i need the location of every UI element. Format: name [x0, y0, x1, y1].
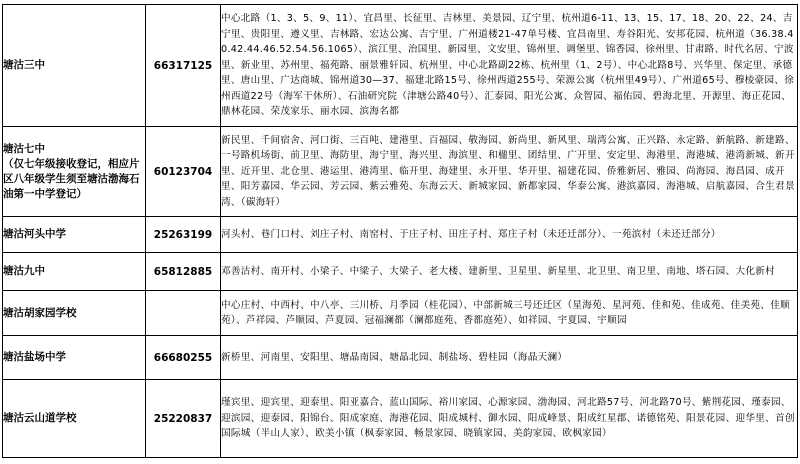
table-row	[3, 336, 798, 380]
phone-cell	[146, 291, 221, 336]
table-row	[3, 127, 798, 217]
table-row	[3, 253, 798, 291]
area-cell: 中心庄村、中西村、中八亭、三川桥、月季园（桂花园）、中部新城三号还迁区（星海苑、星河苑、佳和苑、佳成苑、佳美苑、佳顺苑）、芦祥园、芦顺园、芦夏园、冠福澜都（澜都庭苑、香都庭苑）、如祥园、宇夏园、宇顺园	[221, 291, 798, 336]
area-cell: 中心北路（1、3、5、9、11）、宜昌里、长征里、吉林里、美景园、辽宁里、杭州道6-11、13、15、17、18、20、22、24、吉宁里、贵阳里、遵义里、吉林路、宏达公寓、吉宁里、广州道楼21-47单号楼、宜昌南里、寿谷阳光、安邦花园、杭州道（36.38.40.42.44.46.52.54.56.1065）、滨江里、治国里、新园里、文安里、锦州里、调堡里、锦香园、徐州里、甘肃路、时代名居、宁波里、新业里、苏州里、福苑路、丽景雅轩园、杭州里、中心北路副22栋、杭州里（1、2号）、中心北路8号、兴华里、保定里、承德里、唐山里、广达商城、锦州道30—37、福建北路15号、徐州西道255号、荣源公寓（杭州里49号）、广州道65号、穆棱豪园、徐州西道22号（海军干休所）、石油研究院（津塘公路40号）、汇泰园、阳光公寓、众智园、福佑园、碧海北里、开源里、海正花园、鼎林花园、荣茂家乐、丽水园、滨海名都	[221, 5, 798, 127]
area-cell: 瑾宾里、迎宾里、迎泰里、阳亚嘉合、蓝山国际、裕川家园、心源家园、渤海园、河北路57号、河北路70号、紫荆花园、瑾泰园、迎滨园、迎泰园、阳锦台、阳成家庭、海港花园、阳成城村、御水园、阳成峰景、阳成红星郡、诺德铭苑、阳景花园、迎华里、首创国际城（半山人家）、欧美小镇（枫泰家园、畅景家园、晓镇家园、美韵家园、欧枫家园）	[221, 380, 798, 458]
table-row	[3, 5, 798, 127]
phone-cell: 25220837	[146, 380, 221, 458]
school-name-cell: 塘沽云山道学校	[3, 380, 146, 458]
phone-cell: 60123704	[146, 127, 221, 217]
school-name-cell: 塘沽九中	[3, 253, 146, 291]
school-name-cell: 塘沽河头中学	[3, 217, 146, 253]
school-name-cell: 塘沽胡家园学校	[3, 291, 146, 336]
school-name-cell	[3, 127, 146, 217]
table-row	[3, 380, 798, 458]
table-row	[3, 291, 798, 336]
phone-cell: 25263199	[146, 217, 221, 253]
school-name-cell: 塘沽三中	[3, 5, 146, 127]
school-name-cell: 塘沽盐场中学	[3, 336, 146, 380]
school-name: 塘沽七中 （仅七年级接收登记，相应片区八年级学生须至塘沽渤海石油第一中学登记）	[3, 142, 140, 200]
area-cell: 邓善沽村、南开村、小梁子、中梁子、大梁子、老大楼、建新里、卫星里、新星里、北卫里、南卫里、南地、塔石园、大化新村	[221, 253, 798, 291]
phone-cell: 66680255	[146, 336, 221, 380]
district-table	[2, 4, 798, 458]
phone-cell: 66317125	[146, 5, 221, 127]
area-cell: 河头村、巷门口村、刘庄子村、南窑村、于庄子村、田庄子村、郑庄子村（未还迁部分）、一苑滨村（未还迁部分）	[221, 217, 798, 253]
area-cell: 新桥里、河南里、安阳里、塘晶南园、塘晶北园、制盐场、碧桂园（海晶天澜）	[221, 336, 798, 380]
phone-cell: 65812885	[146, 253, 221, 291]
area-cell: 新民里、千间宿舍、河口街、三百吨、建港里、百福园、敬海园、新尚里、新风里、瑞湾公寓、正兴路、永定路、新航路、新建路、一号路机场街、前卫里、海防里、海宁里、海兴里、海滨里、和楹里、团结里、广开里、安定里、海港里、海港城、港湾新城、新开里、近开里、北仓里、港运里、港湾里、临开里、海建里、永开里、华开里、福建花园、侨雅新居、雅园、尚海园、海昌园、成开里、阳芳嘉园、华云园、芳云园、紫云雅苑、东海云天、新城家园、新都家园、华泰公寓、港滨嘉园、海港城、启航嘉园、合生君景湾、（碳海轩）	[221, 127, 798, 217]
table-row	[3, 217, 798, 253]
